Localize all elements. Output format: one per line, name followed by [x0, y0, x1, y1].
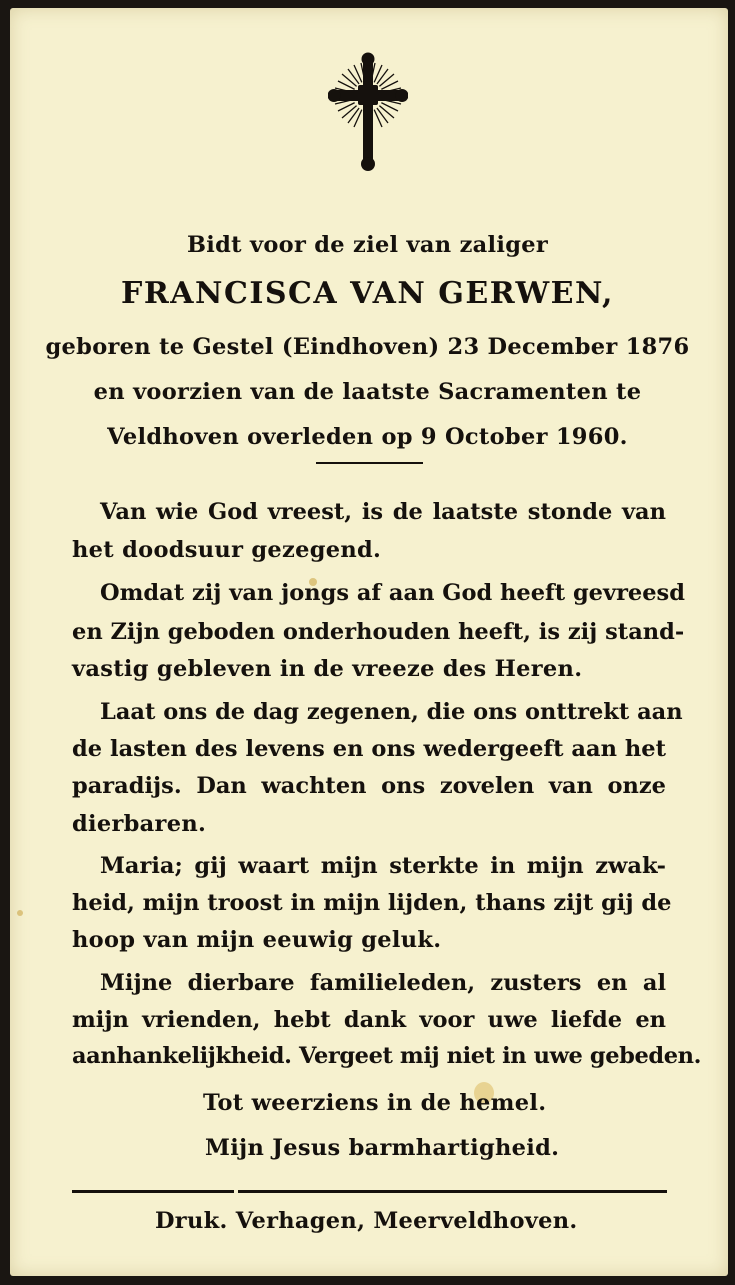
paragraph-line: en Zijn geboden onderhouden heeft, is zij stand-	[72, 619, 685, 645]
paragraph-line: vastig gebleven in de vreeze des Heren.	[72, 656, 583, 682]
paper-stain	[17, 910, 23, 916]
deceased-name: FRANCISCA VAN GERWEN,	[121, 276, 614, 311]
paragraph-line: Mijne dierbare familieleden, zusters en al	[100, 970, 666, 996]
invocation-line: Bidt voor de ziel van zaliger	[186, 232, 549, 258]
bottom-divider-left	[72, 1190, 234, 1193]
bottom-divider-right	[238, 1190, 667, 1193]
sacrament-line: en voorzien van de laatste Sacramenten te	[93, 379, 642, 405]
paragraph-line: dierbaren.	[72, 811, 207, 837]
paragraph-line: hoop van mijn eeuwig geluk.	[72, 927, 442, 953]
paragraph-line: Maria; gij waart mijn sterkte in mijn zwak-	[100, 853, 666, 879]
death-line: Veldhoven overleden op 9 October 1960.	[107, 424, 628, 450]
prayer-line: Mijn Jesus barmhartigheid.	[205, 1135, 560, 1161]
paragraph-line: het doodsuur gezegend.	[72, 537, 382, 563]
paragraph-line: Laat ons de dag zegenen, die ons onttrekt aan	[100, 699, 683, 725]
short-divider	[316, 462, 423, 464]
birth-line: geboren te Gestel (Eindhoven) 23 December 1876	[45, 334, 690, 360]
paragraph-line: mijn vrienden, hebt dank voor uwe liefde en	[72, 1007, 666, 1033]
paragraph-line: paradijs. Dan wachten ons zovelen van onze	[72, 773, 666, 799]
cross-with-rays-icon	[328, 52, 408, 174]
farewell-line: Tot weerziens in de hemel.	[203, 1090, 547, 1116]
paragraph-line: Van wie God vreest, is de laatste stonde van	[100, 499, 666, 525]
paragraph-line: heid, mijn troost in mijn lijden, thans zijt gij de	[72, 890, 672, 916]
paragraph-line: aanhankelijkheid. Vergeet mij niet in uwe gebeden.	[72, 1043, 702, 1069]
paragraph-line: de lasten des levens en ons wedergeeft aan het	[72, 736, 666, 762]
printer-imprint: Druk. Verhagen, Meerveldhoven.	[155, 1208, 578, 1234]
paragraph-line: Omdat zij van jongs af aan God heeft gevreesd	[100, 580, 685, 606]
